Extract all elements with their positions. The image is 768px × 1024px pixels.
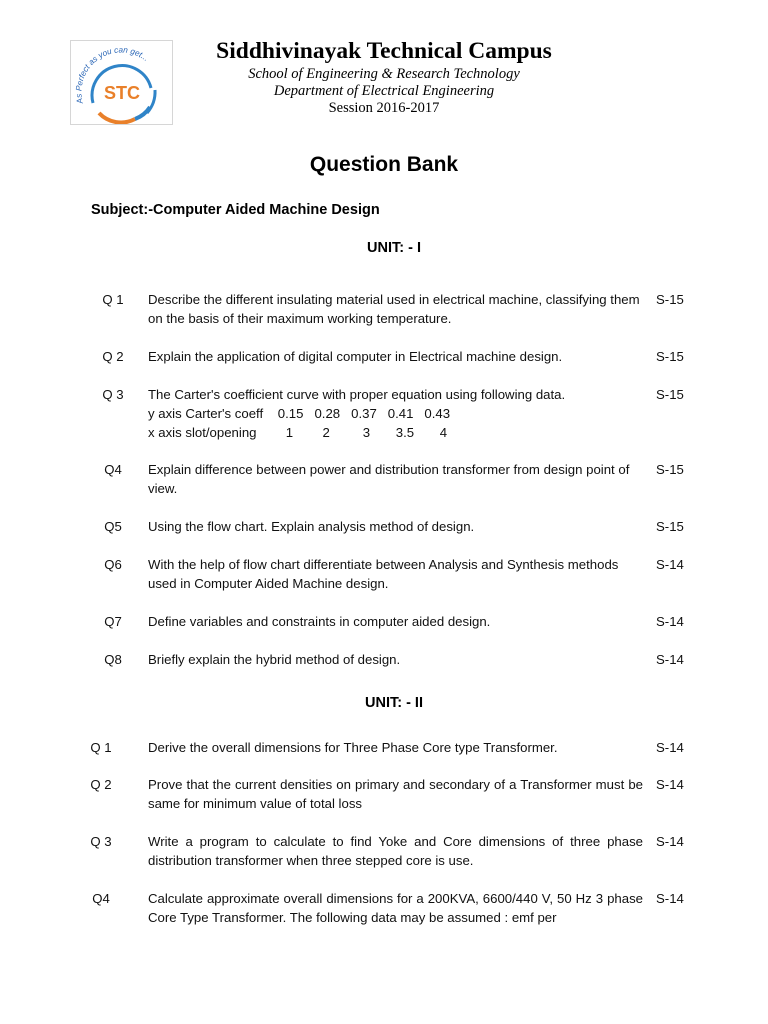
question-number: Q7	[104, 614, 122, 629]
question-number: Q 3	[102, 387, 124, 402]
department-name: Department of Electrical Engineering	[273, 83, 495, 99]
institute-logo	[70, 40, 173, 125]
question-session: S-14	[656, 614, 684, 629]
question-number: Q4	[104, 462, 122, 477]
question-session: S-14	[656, 834, 684, 849]
question-text: Explain the application of digital computer in Electrical machine design.	[148, 349, 563, 364]
question-session: S-14	[656, 652, 684, 667]
question-session: S-15	[656, 349, 684, 364]
question-text: Calculate approximate overall dimensions for a 200KVA, 6600/440 V, 50 Hz 3 phase Core Type Transformer. The following data may be assumed : emf per	[148, 891, 643, 925]
school-name: School of Engineering & Research Technology	[248, 66, 520, 82]
logo-text: STC	[104, 83, 140, 103]
question-number: Q8	[104, 652, 122, 667]
question-text-block	[148, 385, 643, 442]
question-text: With the help of flow chart differentiate between Analysis and Synthesis methods used in Computer Aided Machine design.	[148, 557, 619, 591]
question-session: S-15	[656, 462, 684, 477]
question-number: Q 2	[102, 349, 124, 364]
question-number: Q 3	[90, 834, 112, 849]
question-text: Using the flow chart. Explain analysis method of design.	[148, 519, 475, 534]
question-text: Write a program to calculate to find Yoke and Core dimensions of three phase distribution transformer when three stepped core is use.	[148, 834, 643, 868]
question-text: Briefly explain the hybrid method of design.	[148, 652, 401, 667]
question-session: S-15	[656, 519, 684, 534]
question-text: The Carter's coefficient curve with proper equation using following data.	[148, 387, 566, 402]
question-text: Prove that the current densities on primary and secondary of a Transformer must be same for minimum value of total loss	[148, 777, 643, 811]
question-number: Q6	[104, 557, 122, 572]
question-number: Q 2	[90, 777, 112, 792]
institute-header	[175, 36, 593, 117]
question-number: Q4	[92, 891, 110, 906]
subject-label: Subject:-Computer Aided Machine Design	[91, 202, 380, 218]
question-session: S-15	[656, 387, 684, 402]
page-title: Question Bank	[309, 153, 459, 176]
question-number: Q 1	[90, 740, 112, 755]
data-row-x: x axis slot/opening 1 2 3 3.5 4	[148, 425, 448, 440]
question-text: Explain difference between power and distribution transformer from design point of view.	[148, 462, 630, 496]
question-number: Q 1	[102, 292, 124, 307]
question-session: S-15	[656, 292, 684, 307]
unit-2-title: UNIT: - II	[365, 695, 423, 711]
question-session: S-14	[656, 740, 684, 755]
question-text: Describe the different insulating material used in electrical machine, classifying them on the basis of their maximum working temperature.	[148, 292, 640, 326]
question-session: S-14	[656, 891, 684, 906]
question-text: Derive the overall dimensions for Three Phase Core type Transformer.	[148, 740, 558, 755]
data-row-y: y axis Carter's coeff 0.15 0.28 0.37 0.41 0.43	[148, 406, 451, 421]
institute-name: Siddhivinayak Technical Campus	[216, 38, 552, 64]
session-label: Session 2016-2017	[328, 100, 440, 116]
question-session: S-14	[656, 557, 684, 572]
logo-motto: As Perfect as you can get...	[74, 45, 151, 105]
question-number: Q5	[104, 519, 122, 534]
question-session: S-14	[656, 777, 684, 792]
question-text: Define variables and constraints in computer aided design.	[148, 614, 491, 629]
unit-1-title: UNIT: - I	[367, 240, 421, 256]
